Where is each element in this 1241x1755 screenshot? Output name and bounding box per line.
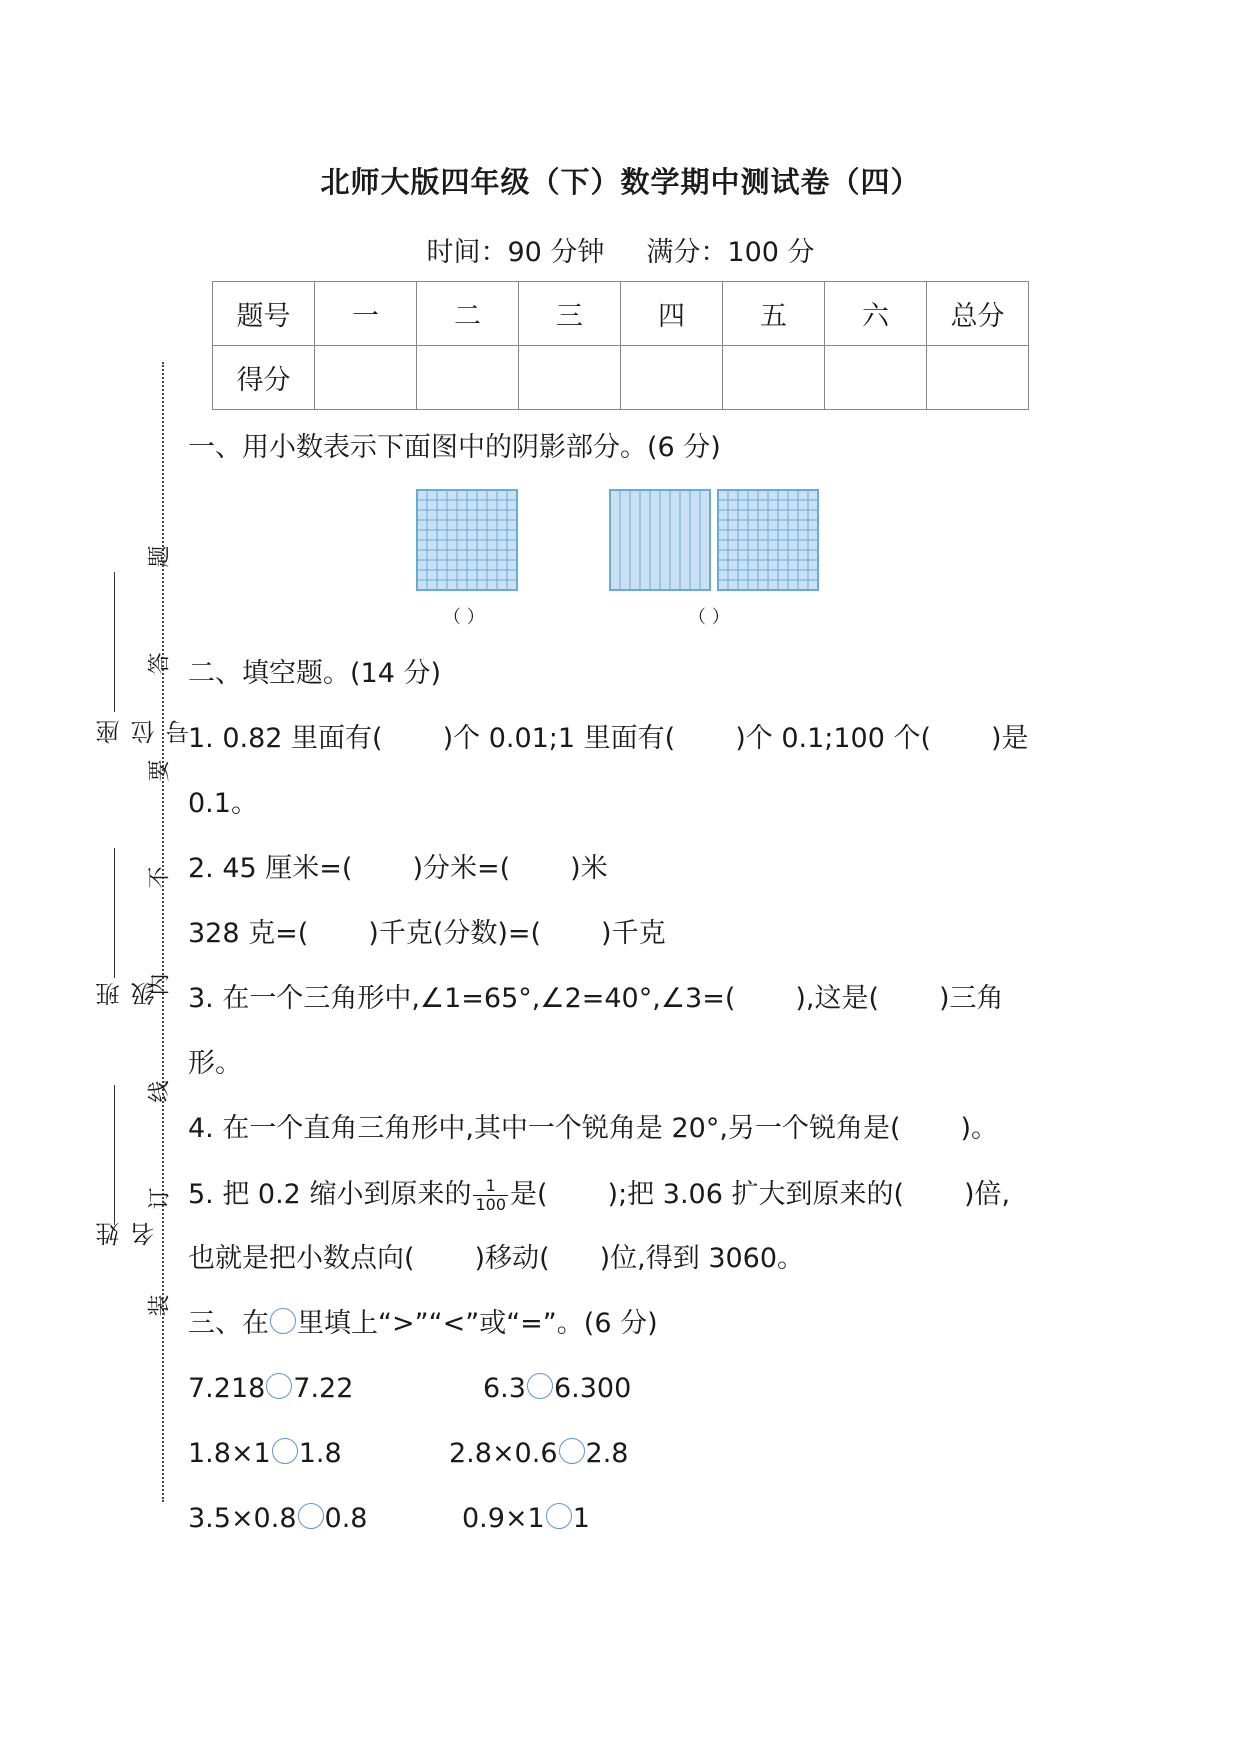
binding-char: 线 [147,1080,173,1103]
question-2-5 [188,1177,1010,1214]
compare-circle-blank[interactable] [272,1438,298,1464]
q-text: )三角 [939,983,1004,1014]
score-table-cell: 三 [519,282,621,346]
q-text: )米 [570,853,608,884]
question-2-1-cont: 0.1。 [188,788,258,819]
compare-right: 6.300 [553,1373,632,1404]
section1-heading: 一、用小数表示下面图中的阴影部分。(6 分) [188,432,721,463]
compare-item [188,1437,342,1471]
fraction [473,1177,508,1214]
compare-left: 1.8×1 [188,1438,271,1469]
score-table [212,281,1029,410]
fraction-numerator: 1 [485,1176,496,1195]
q-text: )千克 [601,918,666,949]
compare-left: 2.8×0.6 [449,1438,558,1469]
q-text: 328 克=( [188,918,309,949]
section3-heading [188,1307,658,1341]
section2-heading: 二、填空题。(14 分) [188,658,442,689]
q-text: 4. 在一个直角三角形中,其中一个锐角是 20°,另一个锐角是( [188,1113,901,1144]
q-text: );把 3.06 扩大到原来的( [607,1179,904,1210]
q-text: 2. 45 厘米=( [188,853,353,884]
q-text: ),这是( [795,983,880,1014]
compare-item [188,1372,353,1406]
seat-number-line[interactable] [114,572,115,712]
q-text: )是 [991,723,1029,754]
q-text: 三、在 [188,1308,269,1339]
answer-blank-2[interactable]: （ ） [688,607,730,628]
exam-time: 时间：90 分钟 [426,237,605,268]
question-2-5-cont [188,1242,804,1276]
class-line[interactable] [114,848,115,978]
compare-left: 7.218 [188,1373,266,1404]
compare-right: 0.8 [324,1503,368,1534]
exam-full-score: 满分：100 分 [646,237,815,268]
q-text: 5. 把 0.2 缩小到原来的 [188,1179,472,1210]
score-input-cell[interactable] [927,346,1029,410]
page-title: 北师大版四年级（下）数学期中测试卷（四） [320,165,921,199]
binding-char: 不 [147,866,173,889]
compare-right: 1.8 [298,1438,342,1469]
question-2-3 [188,982,1004,1016]
q-text: )分米=( [412,853,511,884]
score-input-cell[interactable] [315,346,417,410]
compare-right: 1 [572,1503,590,1534]
q-text: )个 0.1;100 个( [735,723,932,754]
score-table-cell: 六 [825,282,927,346]
fraction-denominator: 100 [475,1195,506,1214]
score-table-cell: 总分 [927,282,1029,346]
score-input-cell[interactable] [723,346,825,410]
seat-number-label: 座位号 [96,720,194,744]
q-text: )个 0.01;1 里面有( [442,723,676,754]
compare-circle-blank[interactable] [559,1438,585,1464]
q-text: )倍, [964,1179,1011,1210]
q-text: 3. 在一个三角形中,∠1=65°,∠2=40°,∠3=( [188,983,736,1014]
score-table-cell: 一 [315,282,417,346]
student-name-label: 姓名 [96,1222,159,1246]
compare-item [462,1502,590,1536]
binding-char: 内 [147,973,173,996]
q-text: 是( [510,1179,548,1210]
q-text: )移动( [474,1243,550,1274]
compare-left: 3.5×0.8 [188,1503,297,1534]
score-table-cell: 二 [417,282,519,346]
score-table-header-row [213,282,1029,346]
q-text: 里填上“>”“<”或“=”。(6 分) [297,1308,658,1339]
question-2-4 [188,1112,998,1146]
q-text: 也就是把小数点向( [188,1243,415,1274]
q-text: )千克(分数)=( [368,918,542,949]
compare-item [449,1437,628,1471]
compare-circle-blank[interactable] [266,1373,292,1399]
compare-item [188,1502,367,1536]
student-name-line[interactable] [114,1085,115,1225]
score-table-cell: 五 [723,282,825,346]
compare-item [483,1372,631,1406]
q-text: )。 [960,1113,999,1144]
class-label: 班级 [96,982,159,1006]
score-input-cell[interactable] [621,346,723,410]
shaded-grid-figures [415,488,825,598]
binding-char: 答 [147,652,173,675]
score-input-cell[interactable] [417,346,519,410]
grid-figure-2-partial [718,490,818,590]
score-input-cell[interactable] [519,346,621,410]
binding-char: 装 [147,1294,173,1317]
q-text: )位,得到 3060。 [599,1243,805,1274]
compare-right: 2.8 [585,1438,629,1469]
compare-circle-blank[interactable] [527,1373,553,1399]
exam-info [0,230,1241,269]
question-2-3-cont: 形。 [188,1048,242,1079]
compare-circle-blank[interactable] [298,1503,324,1529]
binding-dotted-line [162,362,164,1502]
question-2-2 [188,852,608,886]
binding-char: 要 [147,759,173,782]
score-table-cell: 四 [621,282,723,346]
score-input-cell[interactable] [825,346,927,410]
circle-icon [270,1308,296,1334]
binding-char: 订 [147,1187,173,1210]
compare-left: 6.3 [483,1373,526,1404]
q-text: 1. 0.82 里面有( [188,723,383,754]
compare-circle-blank[interactable] [546,1503,572,1529]
question-2-1 [188,722,1029,756]
grid-figure-1 [417,490,517,590]
score-row-label: 得分 [213,346,315,410]
binding-char: 题 [147,545,173,568]
grid-figure-2-full [610,490,710,590]
question-2-2-cont [188,917,666,951]
score-table-score-row [213,346,1029,410]
compare-right: 7.22 [293,1373,354,1404]
compare-left: 0.9×1 [462,1503,545,1534]
answer-blank-1[interactable]: （ ） [443,607,485,628]
score-table-cell: 题号 [213,282,315,346]
